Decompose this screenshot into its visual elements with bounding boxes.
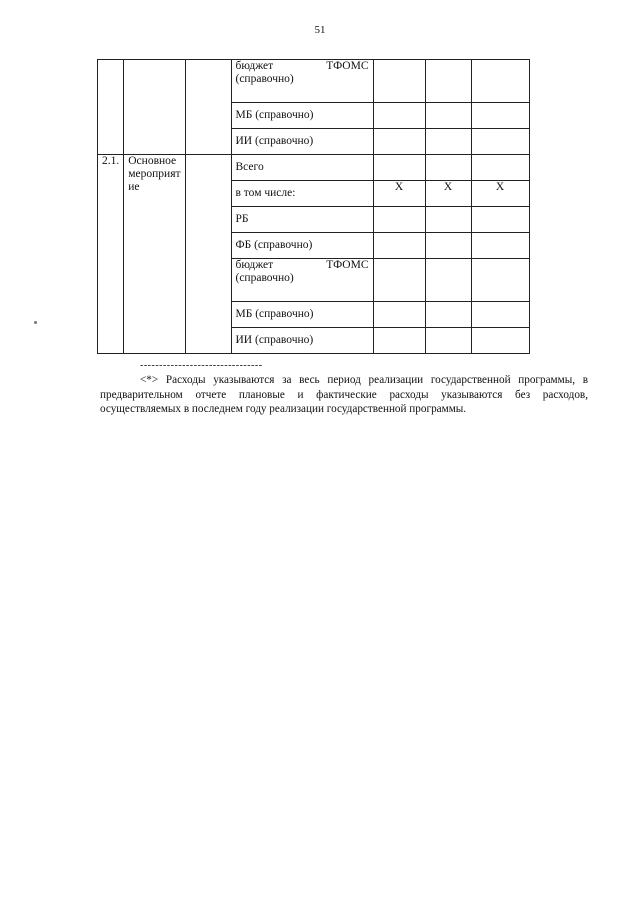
name-cell-continued — [124, 60, 185, 155]
footnote-separator: -------------------------------- — [140, 360, 263, 371]
value-cell — [425, 233, 471, 259]
x-mark-cell: X — [425, 181, 471, 207]
value-cell — [425, 155, 471, 181]
funding-source-cell: ФБ (справочно) — [231, 233, 373, 259]
value-cell — [471, 129, 529, 155]
table-row — [98, 60, 530, 103]
executor-cell-continued — [185, 60, 231, 155]
funding-source-cell: РБ — [231, 207, 373, 233]
value-cell — [471, 103, 529, 129]
value-cell — [425, 129, 471, 155]
table-row — [98, 155, 530, 181]
value-cell — [425, 328, 471, 354]
item-name-cell: Основное мероприят ие — [124, 155, 185, 354]
funding-source-label: бюджет — [235, 259, 274, 271]
executor-cell — [185, 155, 231, 354]
funding-source-cell: МБ (справочно) — [231, 302, 373, 328]
value-cell — [425, 60, 471, 103]
value-cell — [373, 60, 425, 103]
value-cell — [373, 103, 425, 129]
funding-source-cell: ИИ (справочно) — [231, 129, 373, 155]
value-cell — [471, 155, 529, 181]
value-cell — [471, 233, 529, 259]
value-cell — [373, 259, 425, 302]
x-mark-cell: X — [471, 181, 529, 207]
x-mark-cell: X — [373, 181, 425, 207]
funding-source-label: ТФОМС — [326, 259, 369, 271]
value-cell — [373, 233, 425, 259]
funding-source-label: бюджет — [235, 60, 274, 72]
number-cell-continued — [98, 60, 124, 155]
funding-source-cell: Всего — [231, 155, 373, 181]
value-cell — [425, 259, 471, 302]
footnote-text: <*> Расходы указываются за весь период реализации государственной программы, в предварительном отчете плановые и фактические расходы указываются без расходов, осуществляемых в последнем году реализации государственной программы. — [100, 374, 588, 415]
value-cell — [425, 207, 471, 233]
funding-source-cell — [231, 259, 373, 302]
value-cell — [425, 302, 471, 328]
value-cell — [471, 60, 529, 103]
value-cell — [471, 259, 529, 302]
item-number-cell: 2.1. — [98, 155, 124, 354]
value-cell — [373, 207, 425, 233]
value-cell — [471, 302, 529, 328]
funding-source-label: ТФОМС — [326, 60, 369, 72]
funding-source-cell: ИИ (справочно) — [231, 328, 373, 354]
value-cell — [373, 129, 425, 155]
funding-source-cell: МБ (справочно) — [231, 103, 373, 129]
scan-speck — [34, 321, 37, 324]
page-number: 51 — [314, 24, 326, 36]
funding-source-cell: в том числе: — [231, 181, 373, 207]
funding-source-cell — [231, 60, 373, 103]
value-cell — [373, 302, 425, 328]
value-cell — [471, 328, 529, 354]
value-cell — [471, 207, 529, 233]
value-cell — [425, 103, 471, 129]
budget-table — [97, 59, 530, 354]
value-cell — [373, 155, 425, 181]
funding-source-label: (справочно) — [235, 272, 294, 284]
funding-source-label: (справочно) — [235, 73, 294, 85]
value-cell — [373, 328, 425, 354]
